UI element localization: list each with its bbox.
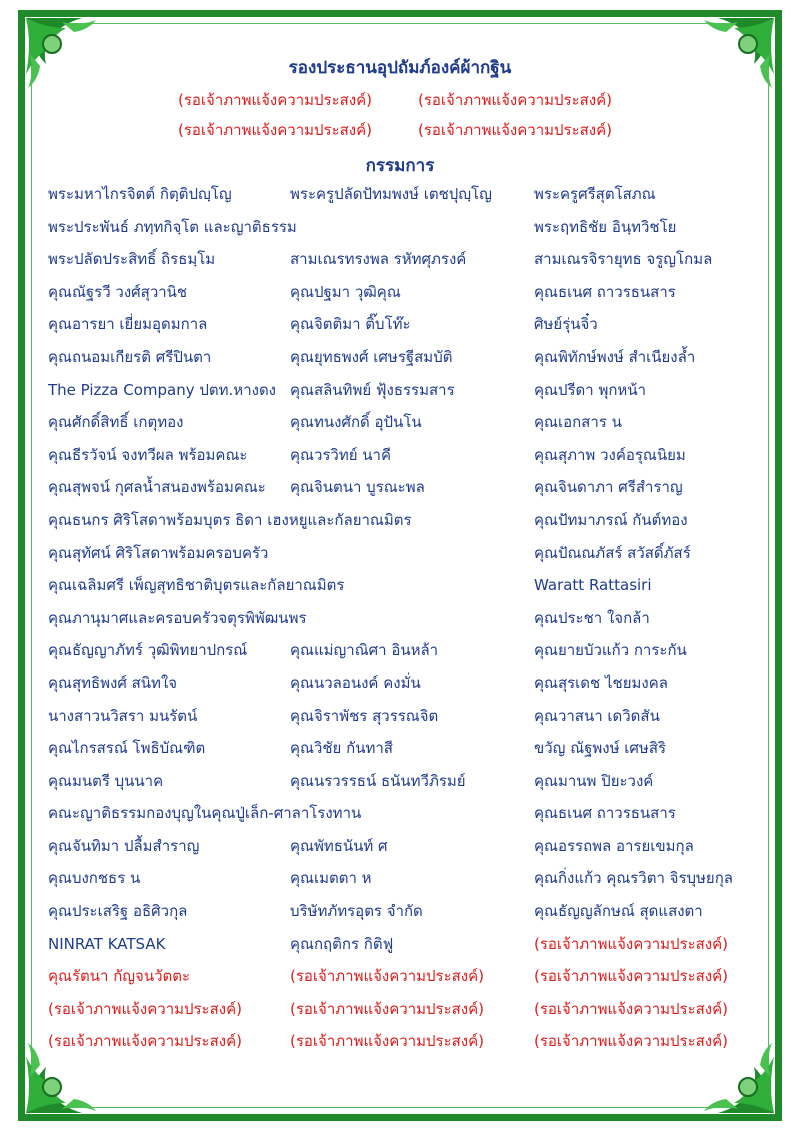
list-item <box>48 378 758 411</box>
pending-name: คุณรัตนา กัญจนวัตตะ <box>48 967 191 986</box>
pending-slot: (รอเจ้าภาพแจ้งความประสงค์) <box>178 121 373 139</box>
member-name: คุณประเสริฐ อธิศิวกุล <box>48 902 188 921</box>
pending-name: (รอเจ้าภาพแจ้งความประสงค์) <box>48 999 243 1018</box>
member-name: คุณปัณณภัสร์ สวัสดิ์ภัสร์ <box>534 543 691 562</box>
list-item <box>48 182 758 215</box>
member-name: คุณไกรสรณ์ โพธิบัณฑิต <box>48 739 206 758</box>
member-name: คุณถนอมเกียรติ ศรีปินตา <box>48 347 212 366</box>
member-name: คุณธนกร ศิริโสดาพร้อมบุตร ธิดา เฮงหยูและกัลยาณมิตร <box>48 510 412 529</box>
member-name: สามเณรจิรายุทธ จรูญโกมล <box>534 250 713 269</box>
member-name: คุณจินตนา บูรณะพล <box>290 478 425 497</box>
member-name: คุณนวลอนงค์ คงมั่น <box>290 673 421 692</box>
list-item <box>48 508 758 541</box>
member-name: คุณบงกชธร น <box>48 869 141 888</box>
list-item <box>48 671 758 704</box>
pending-name: (รอเจ้าภาพแจ้งความประสงค์) <box>534 1032 729 1051</box>
list-item <box>48 541 758 574</box>
member-name: คุณสลินทิพย์ ฟุ้งธรรมสาร <box>290 380 455 399</box>
member-name: The Pizza Company ปตท.หางดง <box>48 380 277 399</box>
list-item <box>48 573 758 606</box>
member-name: Waratt Rattasiri <box>534 576 652 595</box>
list-item <box>48 801 758 834</box>
pending-slot: (รอเจ้าภาพแจ้งความประสงค์) <box>418 121 613 139</box>
vice-chair-row <box>0 118 800 142</box>
member-name: คุณเอกสาร น <box>534 413 622 432</box>
member-name: คุณจันทิมา ปลื้มสำราญ <box>48 836 200 855</box>
pending-name: (รอเจ้าภาพแจ้งความประสงค์) <box>48 1032 243 1051</box>
page-title: รองประธานอุปถัมภ์องค์ผ้ากฐิน <box>288 58 512 78</box>
list-item <box>48 866 758 899</box>
member-name: คุณธัญญาภัทร์ วุฒิพิทยาปกรณ์ <box>48 641 248 660</box>
member-name: พระครูปลัดปัทมพงษ์ เตชปุญฺโญ <box>290 185 492 203</box>
list-item <box>48 899 758 932</box>
committee-list <box>48 182 758 1062</box>
list-item <box>48 345 758 378</box>
member-name: ขวัญ ณัฐพงษ์ เศษสิริ <box>534 739 667 758</box>
member-name: คุณนรวรรธน์ ธนันทวีภิรมย์ <box>290 771 466 790</box>
member-name: คุณจิตติมา ติ๊บโท๊ะ <box>290 315 411 334</box>
member-name: พระมหาไกรจิตต์ กิตฺติปญฺโญ <box>48 185 232 203</box>
list-item <box>48 247 758 280</box>
member-name: คุณเฉลิมศรี เพ็ญสุทธิชาติบุตรและกัลยาณมิตร <box>48 576 345 595</box>
pending-name: (รอเจ้าภาพแจ้งความประสงค์) <box>534 999 729 1018</box>
member-name: คุณทนงศักดิ์ อุปันโน <box>290 413 422 432</box>
member-name: คุณปฐมา วุฒิคุณ <box>290 282 401 301</box>
member-name: คุณพัทธนันท์ ศ <box>290 836 388 855</box>
member-name: นางสาวนวิสรา มนรัตน์ <box>48 706 198 725</box>
member-name: คุณศักดิ์สิทธิ์ เกตุทอง <box>48 413 184 432</box>
member-name: คุณณัฐรวี วงศ์สุวานิช <box>48 282 188 301</box>
list-item <box>48 736 758 769</box>
member-name: คุณมานพ ปิยะวงค์ <box>534 771 654 790</box>
member-name: คุณอรรถพล อารยเขมกุล <box>534 836 694 855</box>
list-item <box>48 410 758 443</box>
list-item <box>48 475 758 508</box>
member-name: คุณสุทัศน์ ศิริโสดาพร้อมครอบครัว <box>48 543 269 562</box>
member-name: คุณธัญญลักษณ์ สุดแสงตา <box>534 902 703 921</box>
pending-name: (รอเจ้าภาพแจ้งความประสงค์) <box>534 967 729 986</box>
member-name: คุณธเนศ ถาวรธนสาร <box>534 804 676 823</box>
member-name: คุณมนตรี บุนนาค <box>48 771 164 790</box>
list-item <box>48 769 758 802</box>
vice-chair-row <box>0 88 800 112</box>
member-name: พระปลัดประสิทธิ์ ถิรธมฺโม <box>48 250 216 269</box>
member-name: คุณวิชัย กันทาสี <box>290 739 393 758</box>
member-name: สามเณรทรงพล รหัทศุภรงค์ <box>290 250 467 269</box>
list-item <box>48 1029 758 1062</box>
member-name: คุณสุทธิพงศ์ สนิทใจ <box>48 673 178 692</box>
list-item <box>48 443 758 476</box>
member-name: บริษัทภัทรอุตร จำกัด <box>290 902 423 921</box>
member-name: คุณอารยา เยี่ยมอุดมกาล <box>48 315 208 334</box>
member-name: ศิษย์รุ่นจิ๋ว <box>534 315 598 334</box>
member-name: NINRAT KATSAK <box>48 934 166 953</box>
list-item <box>48 997 758 1030</box>
member-name: คุณวาสนา เดวิดสัน <box>534 706 660 725</box>
pending-name: (รอเจ้าภาพแจ้งความประสงค์) <box>534 934 729 953</box>
list-item <box>48 215 758 248</box>
member-name: คุณแม่ญาณิศา อินหล้า <box>290 641 439 660</box>
member-name: คุณวรวิทย์ นาคี <box>290 445 392 464</box>
member-name: พระประพันธ์ ภทฺทกิจฺโต และญาติธรรม <box>48 217 297 236</box>
member-name: คุณกิ่งแก้ว คุณรวิตา จิรบุษยกุล <box>534 869 733 888</box>
list-item <box>48 638 758 671</box>
list-item <box>48 932 758 965</box>
member-name: คุณภานุมาศและครอบครัวจตุรพิพัฒนพร <box>48 608 307 627</box>
member-name: คุณจิราพัชร สุวรรณจิต <box>290 706 439 725</box>
member-name: คุณยุทธพงศ์ เศษรฐีสมบัติ <box>290 347 453 366</box>
list-item <box>48 964 758 997</box>
member-name: คุณกฤติกร กิติฟู <box>290 934 394 953</box>
list-item <box>48 704 758 737</box>
pending-slot: (รอเจ้าภาพแจ้งความประสงค์) <box>178 91 373 109</box>
member-name: คุณสุภาพ วงค์อรุณนิยม <box>534 445 686 464</box>
member-name: คุณธเนศ ถาวรธนสาร <box>534 282 676 301</box>
member-name: คุณปรีดา พุกหน้า <box>534 380 646 399</box>
member-name: คณะญาติธรรมกองบุญในคุณปู่เล็ก-ศาลาโรงทาน <box>48 804 362 823</box>
member-name: คุณยายบัวแก้ว การะกัน <box>534 641 687 660</box>
list-item <box>48 280 758 313</box>
member-name: คุณจินดาภา ศรีสำราญ <box>534 478 683 497</box>
list-item <box>48 606 758 639</box>
member-name: พระฤทธิชัย อินฺทวิชโย <box>534 217 677 236</box>
list-item <box>48 834 758 867</box>
committee-heading: กรรมการ <box>365 156 435 176</box>
member-name: คุณพิทักษ์พงษ์ สำเนียงล้ำ <box>534 347 696 366</box>
pending-slot: (รอเจ้าภาพแจ้งความประสงค์) <box>418 91 613 109</box>
member-name: พระครูศรีสุตโสภณ <box>534 185 656 203</box>
pending-name: (รอเจ้าภาพแจ้งความประสงค์) <box>290 999 485 1018</box>
member-name: คุณสุพจน์ กุศลน้ำสนองพร้อมคณะ <box>48 478 266 497</box>
member-name: คุณปัทมาภรณ์ กันต์ทอง <box>534 510 688 529</box>
member-name: คุณธีรวัจน์ จงทวีผล พร้อมคณะ <box>48 445 248 464</box>
list-item <box>48 312 758 345</box>
member-name: คุณเมตตา ห <box>290 869 372 888</box>
pending-name: (รอเจ้าภาพแจ้งความประสงค์) <box>290 967 485 986</box>
pending-name: (รอเจ้าภาพแจ้งความประสงค์) <box>290 1032 485 1051</box>
member-name: คุณสุรเดช ไชยมงคล <box>534 673 668 692</box>
member-name: คุณประชา ใจกล้า <box>534 608 650 627</box>
